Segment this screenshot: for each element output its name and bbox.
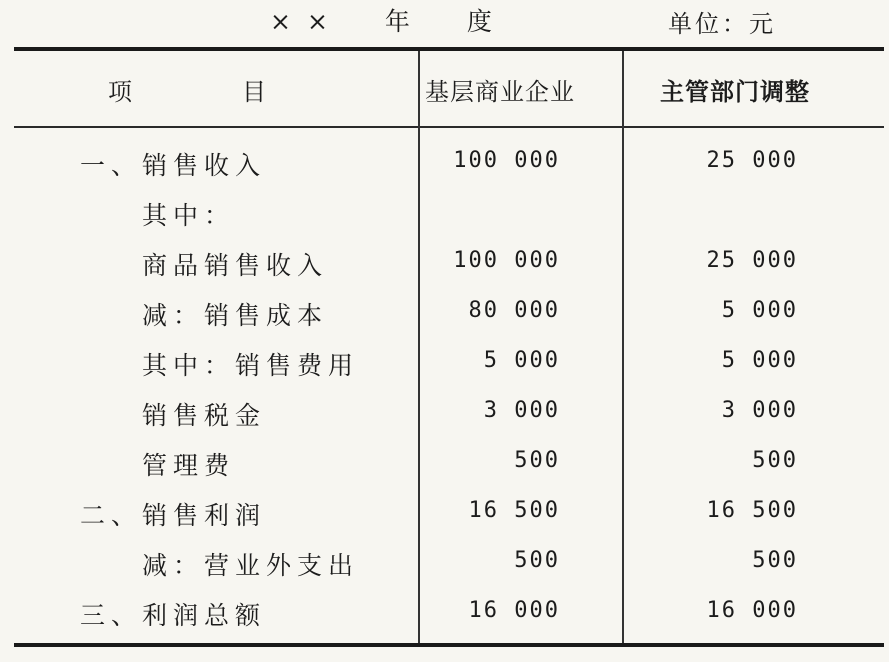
- table-row: [0, 546, 889, 596]
- base-value: 100 000: [453, 148, 560, 173]
- row-label: 减：营业外支出: [142, 551, 360, 580]
- mgmt-value: 500: [752, 448, 798, 473]
- period-caption: ×× 年 度: [270, 7, 508, 36]
- base-value: 5 000: [483, 348, 560, 373]
- mgmt-value: 5 000: [721, 348, 798, 373]
- mgmt-value: 5 000: [721, 298, 798, 323]
- column-header-item: 项目: [108, 78, 376, 106]
- row-label: 二、销售利润: [80, 501, 267, 530]
- mgmt-value: 3 000: [721, 398, 798, 423]
- unit-caption: 单位：元: [668, 10, 776, 38]
- column-header-management-adjustment: 主管部门调整: [660, 78, 810, 106]
- row-label: 销售税金: [142, 401, 267, 430]
- column-header-base-enterprise: 基层商业企业: [425, 78, 575, 106]
- table-row: [0, 146, 889, 196]
- base-value: 16 000: [468, 598, 560, 623]
- table-row: [0, 196, 889, 246]
- row-label: 管理费: [142, 451, 236, 480]
- table-row: [0, 496, 889, 546]
- row-label: 其中：销售费用: [142, 351, 360, 380]
- mgmt-value: 25 000: [706, 148, 798, 173]
- row-label: 三、利润总额: [80, 601, 267, 630]
- mgmt-value: 16 500: [706, 498, 798, 523]
- base-value: 80 000: [468, 298, 560, 323]
- row-label: 其中：: [142, 201, 236, 230]
- base-value: 3 000: [483, 398, 560, 423]
- mgmt-value: 25 000: [706, 248, 798, 273]
- base-value: 500: [514, 448, 560, 473]
- base-value: 500: [514, 548, 560, 573]
- row-label: 商品销售收入: [142, 251, 329, 280]
- table-row: [0, 446, 889, 496]
- base-value: 100 000: [453, 248, 560, 273]
- table-row: [0, 296, 889, 346]
- row-label: 减：销售成本: [142, 301, 329, 330]
- table-row: [0, 396, 889, 446]
- table-row: [0, 246, 889, 296]
- row-label: 一、销售收入: [80, 151, 267, 180]
- table-row: [0, 346, 889, 396]
- mgmt-value: 500: [752, 548, 798, 573]
- base-value: 16 500: [468, 498, 560, 523]
- table-top-rule: [14, 47, 884, 51]
- header-separator-rule: [14, 126, 884, 128]
- mgmt-value: 16 000: [706, 598, 798, 623]
- table-row: [0, 596, 889, 646]
